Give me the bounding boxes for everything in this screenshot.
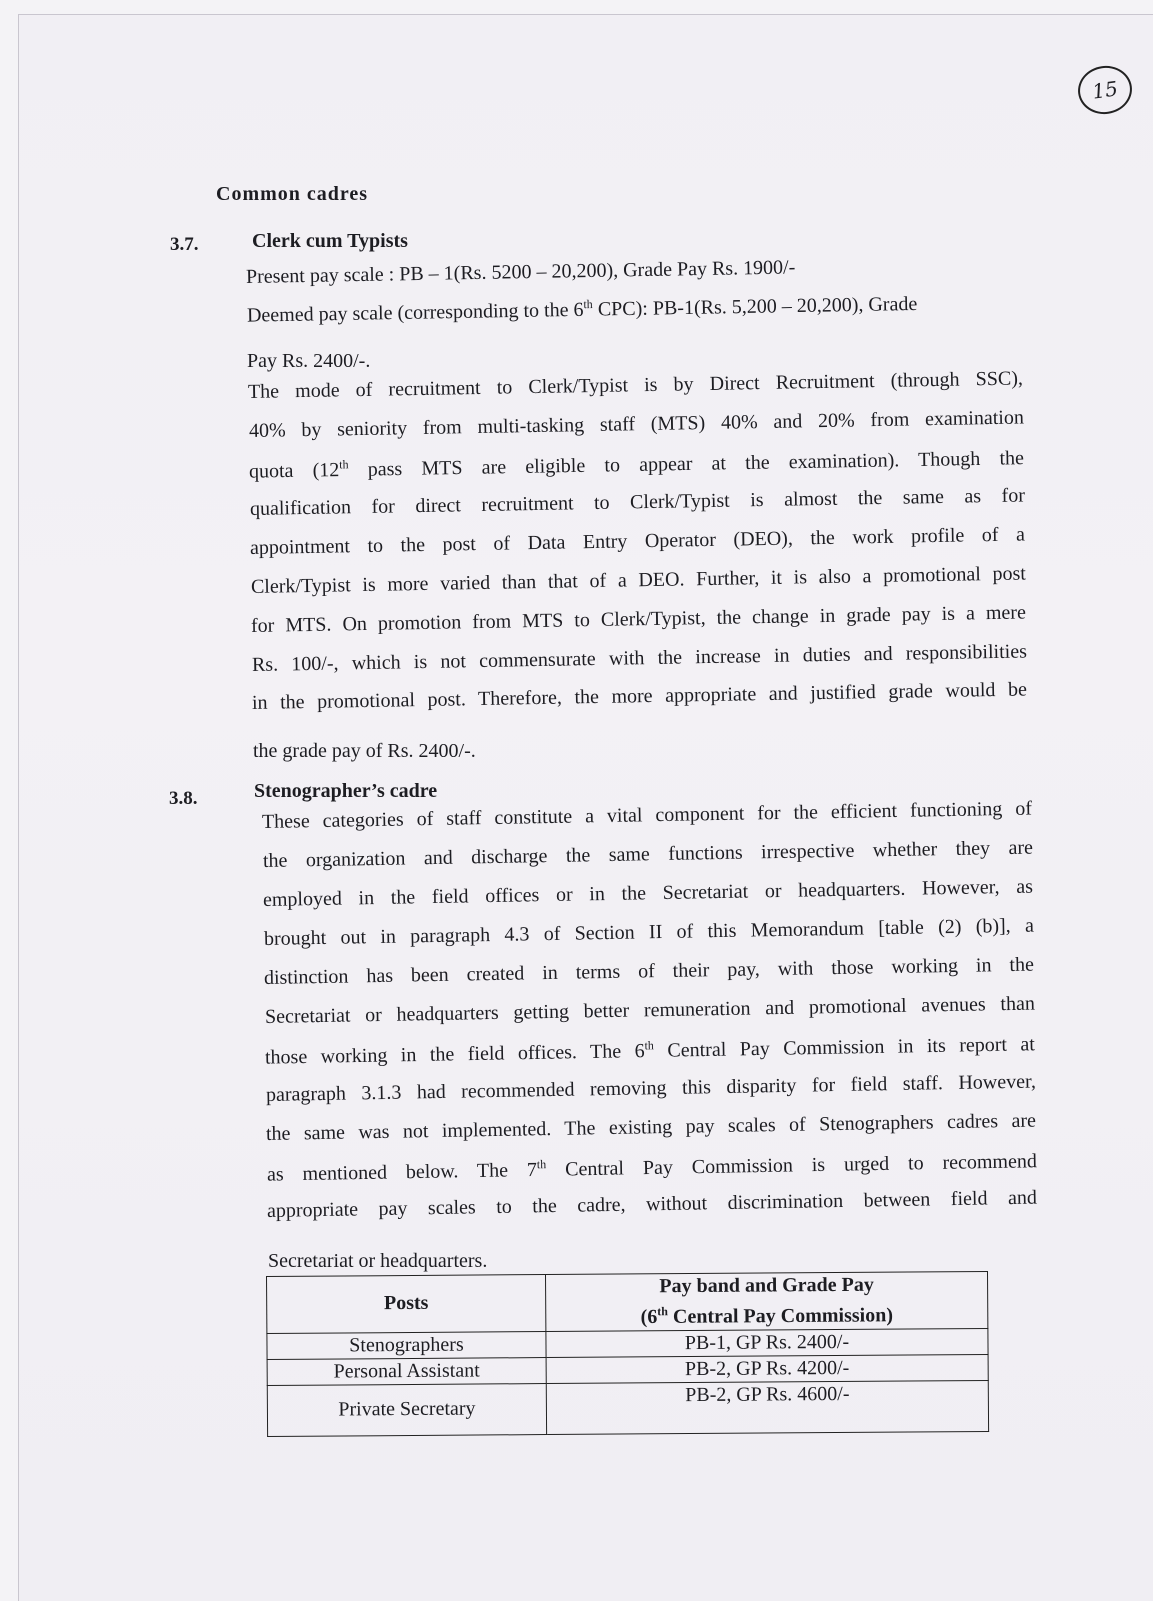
cell-pay: PB-2, GP Rs. 4600/-	[546, 1380, 988, 1434]
text-span: quota (12	[248, 459, 340, 483]
superscript: th	[644, 1038, 654, 1053]
cell-pay: PB-2, GP Rs. 4200/-	[546, 1354, 988, 1383]
header-line: Pay band and Grade Pay	[659, 1273, 874, 1298]
table-header-row	[267, 1271, 988, 1333]
para-37-line: 40% by seniority from multi-tasking staff (MTS) 40% and 20% from examination	[248, 406, 1025, 442]
para-37-line: qualification for direct recruitment to Clerk/Typist is almost the same as for	[249, 484, 1026, 520]
section-number-3-7: 3.7.	[170, 234, 199, 255]
deemed-pay-scale-cont: Pay Rs. 2400/-.	[247, 350, 371, 372]
para-38-line: appropriate pay scales to the cadre, without discrimination between field and	[266, 1186, 1038, 1222]
section-title-clerk-cum-typists: Clerk cum Typists	[252, 230, 408, 252]
superscript: th	[536, 1157, 547, 1172]
para-38-line: employed in the field offices or in the Secretariat or headquarters. However, as	[262, 875, 1034, 911]
para-38-line: Secretariat or headquarters getting better remuneration and promotional avenues than	[264, 992, 1036, 1028]
para-37-line: Clerk/Typist is more varied than that of a DEO. Further, it is also a promotional post	[250, 562, 1027, 598]
section-title-stenographers-cadre: Stenographer’s cadre	[254, 780, 438, 802]
pay-scale-table	[266, 1271, 989, 1437]
para-38-line: distinction has been created in terms of their pay, with those working in the	[263, 953, 1035, 989]
para-37-line: The mode of recruitment to Clerk/Typist is by Direct Recruitment (through SSC),	[247, 367, 1024, 403]
text-span: CPC): PB-1(Rs. 5,200 – 20,200), Grade	[592, 292, 918, 321]
para-38-line: paragraph 3.1.3 had recommended removing this disparity for field staff. However,	[265, 1070, 1037, 1106]
para-37-line: Rs. 100/-, which is not commensurate with the increase in duties and responsibilities	[251, 640, 1028, 676]
para-38-line: These categories of staff constitute a vital component for the efficient functioning of	[261, 797, 1033, 833]
para-37-line: appointment to the post of Data Entry Operator (DEO), the work profile of a	[249, 523, 1026, 559]
para-37-line: the grade pay of Rs. 2400/-.	[253, 740, 476, 762]
text-span: pass MTS are eligible to appear at the examination). Though the	[348, 447, 1025, 481]
text-span: Central Pay Commission is urged to recommend	[546, 1150, 1038, 1181]
header-pay-band	[545, 1271, 987, 1331]
text-span: those working in the field offices. The 6	[264, 1040, 645, 1069]
superscript: th	[339, 457, 349, 472]
para-38-line: brought out in paragraph 4.3 of Section II of this Memorandum [table (2) (b)], a	[263, 914, 1035, 950]
para-37-line: in the promotional post. Therefore, the more appropriate and justified grade would be	[251, 678, 1028, 714]
section-heading: Common cadres	[216, 183, 369, 205]
header-line	[550, 1297, 983, 1331]
para-38-line: the same was not implemented. The existing pay scales of Stenographers cadres are	[265, 1109, 1037, 1145]
cell-post: Stenographers	[267, 1331, 546, 1359]
para-38-line: Secretariat or headquarters.	[268, 1250, 488, 1272]
para-38-line: the organization and discharge the same functions irrespective whether they are	[262, 836, 1034, 872]
present-pay-scale: Present pay scale : PB – 1(Rs. 5200 – 20,200), Grade Pay Rs. 1900/-	[245, 256, 796, 288]
text-span: Central Pay Commission)	[667, 1304, 894, 1328]
text-span: as mentioned below. The 7	[266, 1158, 538, 1186]
superscript: th	[657, 1304, 668, 1319]
header-posts: Posts	[267, 1275, 546, 1334]
cell-post: Private Secretary	[267, 1383, 546, 1436]
cell-pay: PB-1, GP Rs. 2400/-	[546, 1328, 988, 1357]
text-span: Central Pay Commission in its report at	[653, 1033, 1036, 1062]
section-number-3-8: 3.8.	[169, 788, 198, 809]
text-span: Deemed pay scale (corresponding to the 6	[246, 298, 584, 327]
cell-post: Personal Assistant	[267, 1357, 546, 1385]
text-span: (6	[640, 1305, 658, 1329]
page-number: 15	[1090, 76, 1120, 104]
para-37-line: for MTS. On promotion from MTS to Clerk/Typist, the change in grade pay is a mere	[250, 601, 1027, 637]
superscript: th	[583, 296, 593, 312]
table-row	[267, 1380, 988, 1436]
